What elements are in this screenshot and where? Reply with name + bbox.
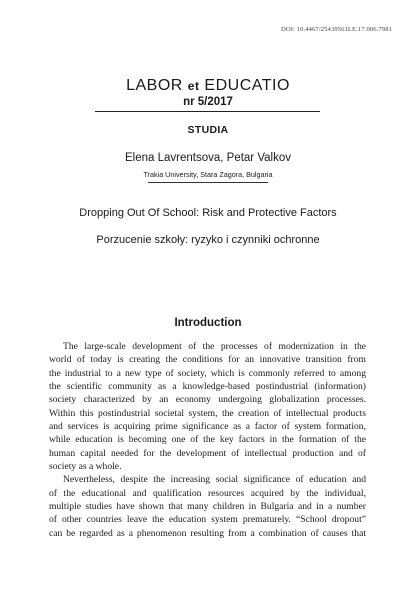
section-label: STUDIA <box>187 124 229 136</box>
paragraph-line: world of today is creating the conditions for an innovative transition from <box>49 354 366 366</box>
paragraph-line: Nevertheless, despite the increasing social significance of education and <box>63 474 366 486</box>
journal-name-part1: LABOR <box>126 77 183 94</box>
paragraph-line: The large-scale development of the processes of modernization in the <box>63 341 366 352</box>
journal-name-part3: EDUCATIO <box>204 77 290 94</box>
title-polish: Porzucenie szkoły: ryzyko i czynniki ochronne <box>96 234 320 246</box>
paragraph-line: and services is acquiring prime significance as a factor of system formation, <box>49 421 366 433</box>
paragraph-line: of other countries leave the education system prematurely. “School dropout” <box>49 514 366 526</box>
authors: Elena Lavrentsova, Petar Valkov <box>125 152 291 164</box>
journal-name <box>0 77 416 95</box>
journal-name-part2: et <box>187 79 200 93</box>
affiliation: Trakia University, Stara Zagora, Bulgaria <box>143 170 273 179</box>
paragraph-line: society characterized by an economy undergoing globalization processes. <box>49 394 366 406</box>
paragraph-line: multiple studies have shown that many children in Bulgaria and in a number <box>49 501 366 513</box>
affiliation-rule <box>148 182 268 183</box>
paragraph-line: while education is becoming one of the key factors in the formation of the <box>49 434 366 446</box>
journal-header <box>0 77 416 109</box>
body-text <box>49 340 366 540</box>
paragraph-line: of the educational and qualification resources acquired by the individual, <box>49 487 366 499</box>
paragraph-line: human capital needed for the development of intellectual production and of <box>49 447 366 459</box>
doi-text: DOI: 10.4467/25439561LE.17.006.7981 <box>280 26 392 33</box>
title-english: Dropping Out Of School: Risk and Protective Factors <box>79 207 337 219</box>
journal-issue: nr 5/2017 <box>183 96 233 108</box>
paragraph-line: the industrial to a new type of society, which is commonly referred to among <box>49 367 366 379</box>
paragraph-1 <box>49 340 366 473</box>
introduction-heading: Introduction <box>174 317 242 329</box>
paragraph-line: the scientific community as a knowledge-based postindustrial (information) <box>49 381 366 393</box>
paragraph-line: society as a whole. <box>49 461 122 473</box>
paragraph-2 <box>49 473 366 540</box>
header-rule <box>95 111 320 112</box>
paragraph-line: Within this postindustrial societal system, the creation of intellectual products <box>49 407 366 419</box>
paragraph-line: can be regarded as a phenomenon resulting from a combination of causes that <box>49 527 366 539</box>
